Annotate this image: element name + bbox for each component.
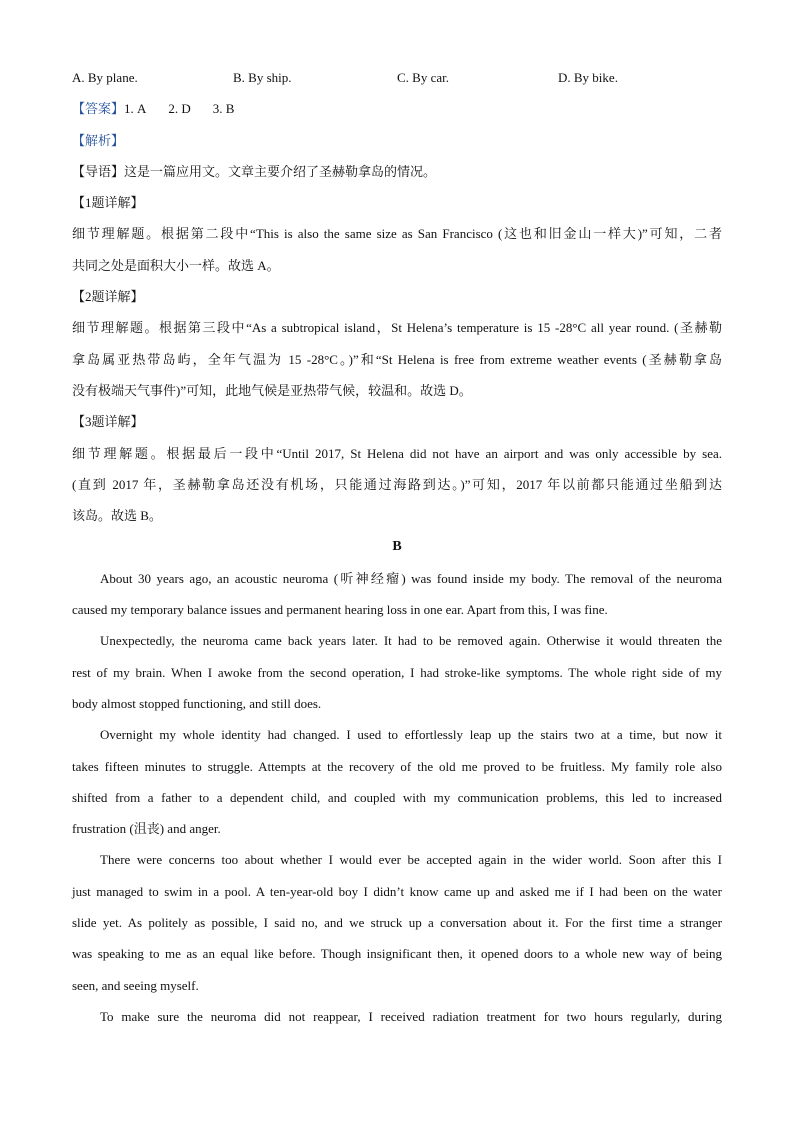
option-a: A. By plane.	[72, 70, 138, 85]
q2-heading: 【2题详解】	[72, 289, 144, 305]
document-page	[72, 62, 722, 1032]
passage-line: caused my temporary balance issues and permanent hearing loss in one ear. Apart from this, I was fine.	[72, 602, 608, 618]
q1-line: 细节理解题。根据第二段中“This is also the same size as San Francisco (这也和旧金山一样大)”可知，二者	[72, 226, 722, 242]
q1-line: 共同之处是面积大小一样。故选 A。	[72, 257, 280, 273]
passage-line: About 30 years ago, an acoustic neuroma (听神经瘤) was found inside my body. The removal of the neuroma	[100, 570, 722, 586]
answer-item: 1. A	[124, 101, 147, 117]
q3-line: 细节理解题。根据最后一段中“Until 2017, St Helena did not have an airport and was only accessible by sea.	[72, 445, 722, 461]
answer-label: 【答案】	[72, 101, 125, 117]
passage-line: takes fifteen minutes to struggle. Attempts at the recovery of the old me proved to be fruitless. My family role also	[72, 758, 722, 774]
passage-line: frustration (沮丧) and anger.	[72, 821, 221, 837]
section-heading-b: B	[392, 539, 402, 555]
passage-line: just managed to swim in a pool. A ten-year-old boy I didn’t know came up and asked me if I had been on the water	[72, 883, 722, 899]
option-c: C. By car.	[397, 70, 449, 85]
passage-line: slide yet. As politely as possible, I said no, and we struck up a conversation about it. For the first time a stranger	[72, 915, 722, 931]
option-d: D. By bike.	[558, 70, 618, 85]
q2-line: 没有极端天气事件)”可知，此地气候是亚热带气候，较温和。故选 D。	[72, 382, 472, 398]
analysis-label: 【解析】	[72, 132, 125, 148]
q2-line: 细节理解题。根据第三段中“As a subtropical island，St Helena’s temperature is 15 -28°C all year round. (圣赫勒	[72, 320, 722, 336]
answer-options	[72, 62, 722, 93]
guide-text: 【导语】这是一篇应用文。文章主要介绍了圣赫勒拿岛的情况。	[72, 163, 437, 179]
passage-line: was speaking to me as an equal like before. Though insignificant then, it opened doors to a whole new way of being	[72, 946, 722, 962]
passage-line: shifted from a father to a dependent child, and coupled with my communication problems, this led to increased	[72, 789, 722, 805]
q3-line: 该岛。故选 B。	[72, 508, 162, 524]
q1-heading: 【1题详解】	[72, 195, 144, 211]
passage-line: Unexpectedly, the neuroma came back years later. It had to be removed again. Otherwise it would threaten the	[100, 633, 722, 649]
answer-line	[72, 93, 722, 124]
passage-paragraph	[72, 1001, 722, 1032]
passage-paragraph	[72, 563, 722, 626]
passage-line: body almost stopped functioning, and still does.	[72, 695, 322, 711]
passage-line: Overnight my whole identity had changed. I used to effortlessly leap up the stairs two at a time, but now it	[100, 727, 722, 743]
passage-paragraph	[72, 625, 722, 719]
passage-paragraph	[72, 844, 722, 1000]
passage-line: There were concerns too about whether I would ever be accepted again in the wider world. Soon after this I	[100, 852, 722, 868]
q3-heading: 【3题详解】	[72, 414, 144, 430]
passage-line: rest of my brain. When I awoke from the second operation, I had stroke-like symptoms. The whole right side of my	[72, 664, 722, 680]
option-b: B. By ship.	[233, 70, 292, 85]
q2-line: 拿岛属亚热带岛屿，全年气温为 15 -28°C。)”和“St Helena is free from extreme weather events (圣赫勒拿岛	[72, 351, 722, 367]
passage-line: seen, and seeing myself.	[72, 977, 199, 993]
answer-item: 3. B	[212, 101, 235, 117]
q3-line: (直到 2017 年，圣赫勒拿岛还没有机场，只能通过海路到达。)”可知，2017 年以前都只能通过坐船到达	[72, 476, 722, 492]
passage-line: To make sure the neuroma did not reappear, I received radiation treatment for two hours regularly, during	[100, 1008, 722, 1024]
passage-paragraph	[72, 719, 722, 844]
answer-item: 2. D	[168, 101, 191, 117]
